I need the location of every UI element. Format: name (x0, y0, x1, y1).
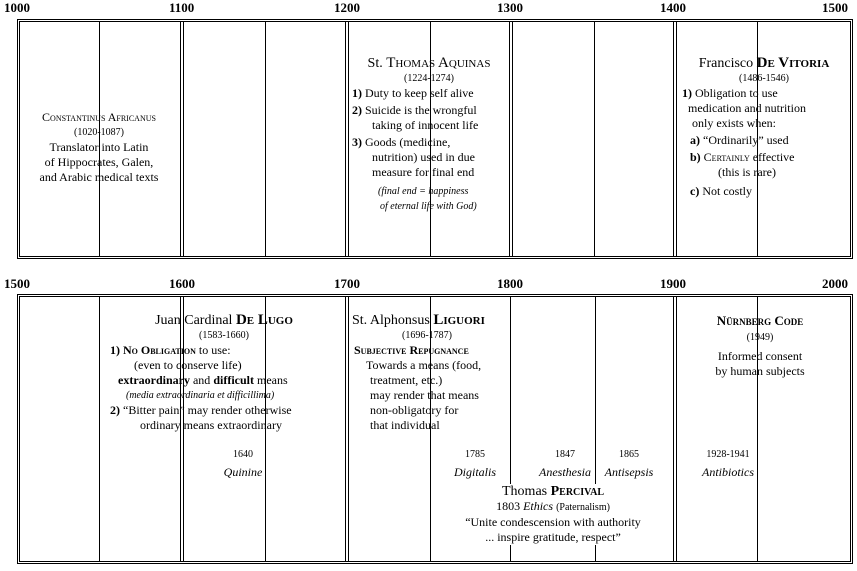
delugo-first-name: Juan Cardinal (155, 313, 233, 328)
percival-work-note: (Paternalism) (556, 502, 610, 513)
vitoria-condition-b-note: (this is rare) (718, 165, 776, 179)
top-tick-1400: 1400 (660, 0, 686, 15)
top-tick-1100: 1100 (169, 0, 195, 15)
aquinas-years: (1224-1274) (404, 73, 454, 84)
percival-last-name: Percival (550, 484, 604, 499)
delugo-and: and (192, 373, 211, 387)
aquinas-note: of eternal life with God) (380, 201, 477, 212)
percival-work: Ethics (523, 499, 554, 513)
vitoria-point-number: 1) (682, 86, 692, 100)
nurnberg-line: Informed consent (717, 349, 803, 363)
gridline (99, 297, 100, 561)
event-anesthesia (532, 447, 598, 480)
aquinas-point-3-line: nutrition) used in due (372, 150, 475, 164)
vitoria-entry (678, 56, 850, 199)
event-antisepsis (598, 447, 660, 480)
top-tick-1200: 1200 (334, 0, 360, 15)
event-year: 1640 (233, 449, 253, 460)
aquinas-point-1: Duty to keep self alive (365, 86, 474, 100)
africanus-line: and Arabic medical texts (39, 170, 159, 184)
delugo-point-1-line: (even to conserve life) (134, 358, 242, 372)
aquinas-point-number: 1) (352, 86, 362, 100)
bottom-tick-1800: 1800 (497, 276, 523, 291)
delugo-entry (106, 313, 342, 433)
africanus-line: Translator into Latin (49, 140, 149, 154)
liguori-last-name: Liguori (433, 312, 485, 328)
aquinas-point-number: 2) (352, 103, 362, 117)
delugo-point-number: 2) (110, 403, 120, 417)
aquinas-point-3-line: measure for final end (372, 165, 475, 179)
delugo-point-2-line: “Bitter pain” may render otherwise (123, 403, 292, 417)
delugo-means: means (256, 373, 288, 387)
africanus-name: Constantinus Africanus (42, 110, 156, 124)
nurnberg-name: Nürnberg Code (716, 313, 804, 328)
delugo-point-number: 1) (110, 343, 120, 357)
delugo-point-2-line: ordinary means extraordinary (140, 418, 282, 432)
vitoria-condition-b: effective (752, 150, 795, 164)
gridline (265, 22, 266, 256)
event-name: Quinine (223, 465, 263, 479)
aquinas-note: (final end = happiness (378, 186, 469, 197)
century-divider (509, 22, 513, 256)
aquinas-last-name: Thomas Aquinas (386, 55, 491, 71)
vitoria-point-line: Obligation to use (695, 86, 778, 100)
aquinas-name (350, 56, 508, 71)
vitoria-condition-b-emphasis: Certainly (703, 150, 750, 164)
aquinas-point-3-line: Goods (medicine, (365, 135, 451, 149)
vitoria-name (678, 56, 850, 71)
vitoria-sub-label: a) (690, 133, 700, 147)
liguori-line: non-obligatory for (370, 403, 459, 417)
event-name: Antibiotics (702, 465, 754, 479)
event-antibiotics (690, 447, 766, 480)
vitoria-condition-c: Not costly (702, 184, 752, 198)
event-name: Digitalis (453, 465, 496, 479)
liguori-line: treatment, etc.) (370, 373, 443, 387)
event-year: 1928-1941 (706, 449, 750, 460)
liguori-name (352, 313, 512, 328)
percival-year: 1803 (496, 499, 521, 513)
century-divider (673, 297, 677, 561)
africanus-years: (1020-1087) (74, 127, 124, 138)
bottom-tick-1900: 1900 (660, 276, 686, 291)
century-divider (180, 22, 184, 256)
top-tick-1500: 1500 (822, 0, 848, 15)
bottom-tick-1500: 1500 (4, 276, 30, 291)
percival-quote-line: “Unite condescension with authority (465, 515, 641, 529)
gridline (594, 22, 595, 256)
vitoria-first-name: Francisco (698, 56, 754, 71)
africanus-entry (22, 110, 176, 185)
bottom-tick-2000: 2000 (822, 276, 848, 291)
nurnberg-line: by human subjects (715, 364, 805, 378)
bottom-tick-1700: 1700 (334, 276, 360, 291)
percival-first-name: Thomas (502, 484, 548, 499)
percival-entry (440, 484, 666, 545)
vitoria-last-name: De Vitoria (756, 55, 830, 71)
aquinas-entry (350, 56, 508, 214)
century-divider (673, 22, 677, 256)
century-divider (345, 22, 349, 256)
delugo-latin-phrase: (media extraordinaria et difficillima) (126, 390, 275, 401)
liguori-line: may render that means (370, 388, 479, 402)
percival-name (440, 484, 666, 499)
liguori-line: that individual (370, 418, 440, 432)
vitoria-point-line: medication and nutrition (688, 101, 806, 115)
event-year: 1785 (465, 449, 485, 460)
delugo-point-1-tail: to use: (198, 343, 231, 357)
africanus-line: of Hippocrates, Galen, (44, 155, 154, 169)
nurnberg-years: (1949) (746, 332, 774, 343)
aquinas-first-name: St. (367, 56, 383, 71)
event-quinine (216, 447, 270, 480)
aquinas-point-number: 3) (352, 135, 362, 149)
liguori-entry (352, 313, 512, 433)
vitoria-point-line: only exists when: (692, 116, 776, 130)
delugo-years: (1583-1660) (199, 330, 249, 341)
liguori-heading: Subjective Repugnance (354, 343, 469, 357)
event-name: Anesthesia (539, 465, 591, 479)
vitoria-years: (1486-1546) (739, 73, 789, 84)
century-divider (345, 297, 349, 561)
aquinas-point-2-line: Suicide is the wrongful (365, 103, 477, 117)
liguori-line: Towards a means (food, (366, 358, 482, 372)
aquinas-point-2-line: taking of innocent life (372, 118, 479, 132)
vitoria-sub-label: b) (690, 150, 701, 164)
bottom-tick-1600: 1600 (169, 276, 195, 291)
vitoria-condition-a: “Ordinarily” used (703, 133, 789, 147)
delugo-no-obligation: No Obligation (123, 343, 196, 357)
liguori-first-name: St. Alphonsus (352, 313, 430, 328)
delugo-name (106, 313, 342, 328)
delugo-last-name: De Lugo (235, 312, 293, 328)
liguori-years: (1696-1787) (402, 330, 452, 341)
top-tick-1300: 1300 (497, 0, 523, 15)
event-year: 1847 (555, 449, 575, 460)
delugo-difficult: difficult (213, 373, 254, 387)
event-name: Antisepsis (604, 465, 654, 479)
vitoria-sub-label: c) (690, 184, 700, 198)
percival-quote-line: ... inspire gratitude, respect” (485, 530, 621, 544)
nurnberg-entry (680, 313, 840, 379)
delugo-extraordinary: extraordinary (118, 373, 190, 387)
top-tick-1000: 1000 (4, 0, 30, 15)
event-digitalis (448, 447, 502, 480)
event-year: 1865 (619, 449, 639, 460)
